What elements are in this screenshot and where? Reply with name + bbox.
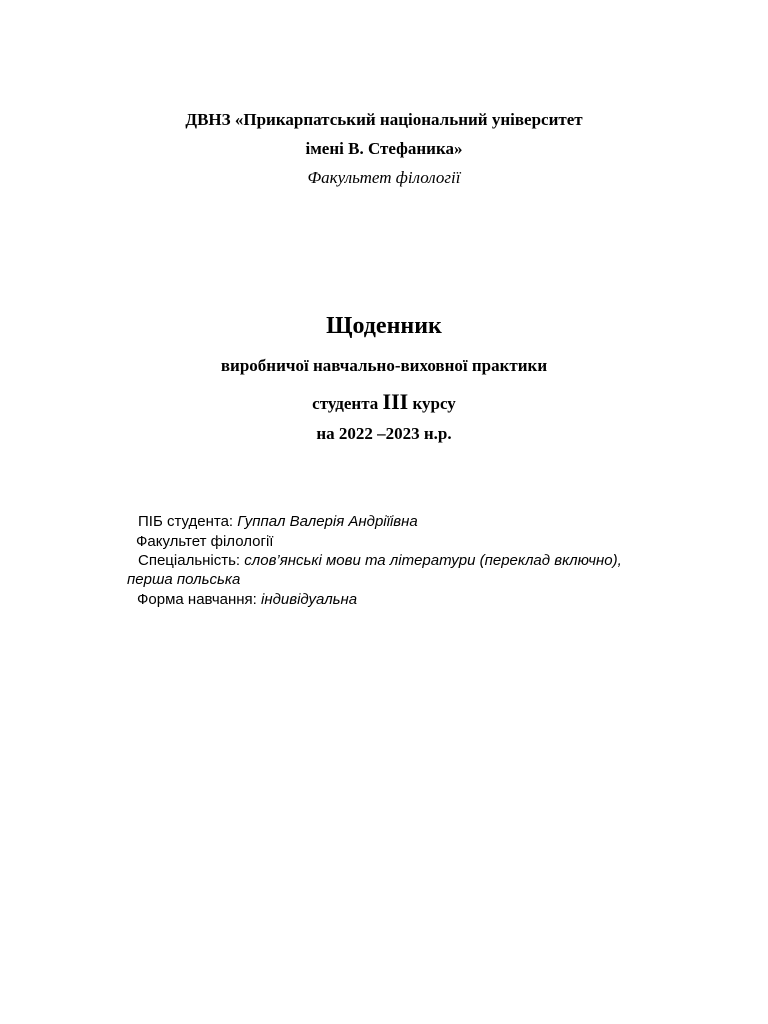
student-specialty-line [138, 552, 622, 570]
student-faculty-line: Факультет філології [136, 533, 274, 550]
student-name-label: ПІБ студента: [138, 513, 238, 530]
academic-year: на 2022 –2023 н.р. [316, 424, 452, 443]
student-name-line [138, 513, 418, 531]
study-form-line [137, 591, 357, 609]
specialty-label: Спеціальність: [138, 552, 245, 569]
document-title: Щоденник [326, 313, 442, 339]
course-prefix: студента [312, 394, 383, 413]
course-number: ІІІ [382, 389, 409, 414]
university-name-line2: імені В. Стефаника» [305, 139, 463, 158]
student-specialty-continuation [127, 571, 240, 589]
study-form-label: Форма навчання: [137, 591, 262, 608]
specialty-value: слов’янські мови та літератури (переклад включно), [244, 552, 622, 569]
course-suffix: курсу [408, 394, 456, 413]
specialty-value-continued: перша польська [127, 571, 241, 588]
document-subtitle-course [0, 389, 768, 415]
study-form-value: індивідуальна [261, 591, 358, 608]
faculty-heading: Факультет філології [307, 168, 461, 187]
student-name-value: Гуппал Валерія Андріїівна [237, 513, 418, 530]
university-name-line1: ДВНЗ «Прикарпатський національний університет [185, 110, 583, 129]
document-subtitle-practice: виробничої навчально-виховної практики [220, 356, 548, 375]
